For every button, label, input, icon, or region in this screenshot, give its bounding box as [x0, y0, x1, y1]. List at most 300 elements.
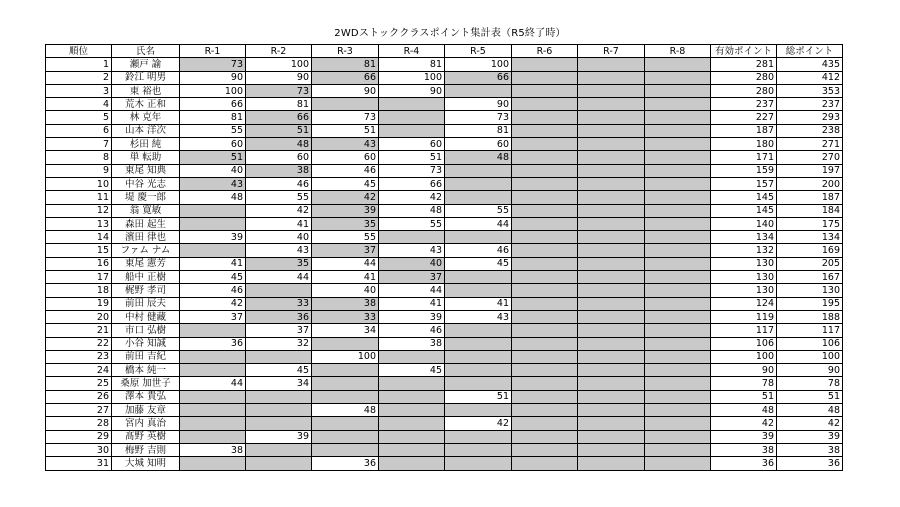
round-1-cell: [180, 204, 246, 217]
round-5-cell: 48: [445, 151, 512, 164]
round-7-cell: [578, 364, 645, 377]
round-4-cell: 40: [379, 257, 445, 270]
round-5-cell: [445, 191, 512, 204]
valid-points-cell: 130: [711, 284, 777, 297]
round-2-cell: 44: [246, 271, 312, 284]
round-2-cell: [246, 443, 312, 456]
round-7-cell: [578, 337, 645, 350]
round-8-cell: [645, 177, 711, 190]
column-header: R-1: [180, 45, 246, 58]
round-5-cell: 51: [445, 390, 512, 403]
total-points-cell: 130: [777, 284, 843, 297]
valid-points-cell: 130: [711, 257, 777, 270]
name-cell: ファム ナム: [112, 244, 180, 257]
round-2-cell: 46: [246, 177, 312, 190]
round-7-cell: [578, 443, 645, 456]
sheet-title: 2WDストッククラスポイント集計表（R5終了時）: [334, 28, 566, 39]
name-cell: 桑原 加世子: [112, 377, 180, 390]
round-8-cell: [645, 204, 711, 217]
round-5-cell: 100: [445, 58, 512, 71]
points-table: [45, 44, 843, 471]
round-1-cell: 46: [180, 284, 246, 297]
valid-points-cell: 42: [711, 417, 777, 430]
name-cell: 濱田 律也: [112, 231, 180, 244]
rank-cell: 14: [46, 231, 112, 244]
round-2-cell: [246, 350, 312, 363]
name-cell: 東尾 憲芳: [112, 257, 180, 270]
rank-cell: 26: [46, 390, 112, 403]
valid-points-cell: 145: [711, 191, 777, 204]
round-8-cell: [645, 364, 711, 377]
round-1-cell: 36: [180, 337, 246, 350]
total-points-cell: 106: [777, 337, 843, 350]
round-3-cell: 43: [312, 138, 379, 151]
round-2-cell: 73: [246, 84, 312, 97]
valid-points-cell: 124: [711, 297, 777, 310]
round-1-cell: 60: [180, 138, 246, 151]
round-8-cell: [645, 98, 711, 111]
round-6-cell: [512, 404, 578, 417]
header-row: [46, 45, 843, 58]
round-8-cell: [645, 151, 711, 164]
round-1-cell: 55: [180, 124, 246, 137]
round-5-cell: 81: [445, 124, 512, 137]
rank-cell: 8: [46, 151, 112, 164]
round-3-cell: 100: [312, 350, 379, 363]
round-7-cell: [578, 324, 645, 337]
round-4-cell: 44: [379, 284, 445, 297]
valid-points-cell: 159: [711, 164, 777, 177]
valid-points-cell: 36: [711, 457, 777, 470]
round-2-cell: 38: [246, 164, 312, 177]
round-4-cell: [379, 350, 445, 363]
round-6-cell: [512, 443, 578, 456]
round-7-cell: [578, 297, 645, 310]
round-7-cell: [578, 98, 645, 111]
round-8-cell: [645, 164, 711, 177]
name-cell: 鈴江 明男: [112, 71, 180, 84]
round-4-cell: [379, 231, 445, 244]
table-row: [46, 404, 843, 417]
rank-cell: 31: [46, 457, 112, 470]
name-cell: 中村 健藏: [112, 310, 180, 323]
round-3-cell: 90: [312, 84, 379, 97]
round-1-cell: [180, 244, 246, 257]
name-cell: 中谷 光志: [112, 177, 180, 190]
round-2-cell: 40: [246, 231, 312, 244]
column-header: R-2: [246, 45, 312, 58]
round-5-cell: 45: [445, 257, 512, 270]
round-5-cell: [445, 457, 512, 470]
round-8-cell: [645, 257, 711, 270]
round-8-cell: [645, 310, 711, 323]
round-8-cell: [645, 84, 711, 97]
total-points-cell: 78: [777, 377, 843, 390]
round-2-cell: 35: [246, 257, 312, 270]
round-3-cell: [312, 337, 379, 350]
round-3-cell: 41: [312, 271, 379, 284]
table-row: [46, 191, 843, 204]
round-1-cell: 42: [180, 297, 246, 310]
round-1-cell: 73: [180, 58, 246, 71]
name-cell: 東尾 知典: [112, 164, 180, 177]
total-points-cell: 238: [777, 124, 843, 137]
table-row: [46, 71, 843, 84]
name-cell: 小谷 知誠: [112, 337, 180, 350]
column-header: 総ポイント: [777, 45, 843, 58]
round-7-cell: [578, 231, 645, 244]
rank-cell: 9: [46, 164, 112, 177]
round-6-cell: [512, 417, 578, 430]
round-3-cell: [312, 390, 379, 403]
rank-cell: 11: [46, 191, 112, 204]
total-points-cell: 175: [777, 217, 843, 230]
round-7-cell: [578, 204, 645, 217]
table-row: [46, 310, 843, 323]
round-5-cell: 44: [445, 217, 512, 230]
total-points-cell: 435: [777, 58, 843, 71]
round-1-cell: 90: [180, 71, 246, 84]
round-7-cell: [578, 71, 645, 84]
round-5-cell: [445, 271, 512, 284]
rank-cell: 19: [46, 297, 112, 310]
round-3-cell: [312, 377, 379, 390]
name-cell: 杉田 純: [112, 138, 180, 151]
round-3-cell: 66: [312, 71, 379, 84]
round-7-cell: [578, 404, 645, 417]
round-8-cell: [645, 71, 711, 84]
round-7-cell: [578, 244, 645, 257]
rank-cell: 25: [46, 377, 112, 390]
round-6-cell: [512, 138, 578, 151]
round-7-cell: [578, 164, 645, 177]
total-points-cell: 205: [777, 257, 843, 270]
round-7-cell: [578, 151, 645, 164]
table-row: [46, 58, 843, 71]
table-row: [46, 417, 843, 430]
round-5-cell: [445, 430, 512, 443]
round-3-cell: 36: [312, 457, 379, 470]
rank-cell: 24: [46, 364, 112, 377]
round-4-cell: [379, 430, 445, 443]
round-2-cell: 90: [246, 71, 312, 84]
round-2-cell: 41: [246, 217, 312, 230]
round-5-cell: 55: [445, 204, 512, 217]
total-points-cell: 293: [777, 111, 843, 124]
total-points-cell: 271: [777, 138, 843, 151]
total-points-cell: 188: [777, 310, 843, 323]
round-3-cell: 51: [312, 124, 379, 137]
round-3-cell: 44: [312, 257, 379, 270]
valid-points-cell: 39: [711, 430, 777, 443]
round-4-cell: 42: [379, 191, 445, 204]
round-6-cell: [512, 350, 578, 363]
rank-cell: 13: [46, 217, 112, 230]
total-points-cell: 100: [777, 350, 843, 363]
rank-cell: 21: [46, 324, 112, 337]
round-5-cell: 42: [445, 417, 512, 430]
round-8-cell: [645, 138, 711, 151]
table-row: [46, 231, 843, 244]
round-1-cell: [180, 364, 246, 377]
rank-cell: 4: [46, 98, 112, 111]
round-3-cell: 42: [312, 191, 379, 204]
round-3-cell: [312, 364, 379, 377]
round-2-cell: 34: [246, 377, 312, 390]
round-4-cell: 39: [379, 310, 445, 323]
round-6-cell: [512, 297, 578, 310]
round-4-cell: 45: [379, 364, 445, 377]
table-row: [46, 430, 843, 443]
round-7-cell: [578, 138, 645, 151]
total-points-cell: 38: [777, 443, 843, 456]
round-7-cell: [578, 58, 645, 71]
valid-points-cell: 106: [711, 337, 777, 350]
round-1-cell: 51: [180, 151, 246, 164]
rank-cell: 15: [46, 244, 112, 257]
round-1-cell: [180, 324, 246, 337]
round-4-cell: 66: [379, 177, 445, 190]
round-3-cell: 33: [312, 310, 379, 323]
round-3-cell: 48: [312, 404, 379, 417]
round-6-cell: [512, 257, 578, 270]
total-points-cell: 200: [777, 177, 843, 190]
round-8-cell: [645, 217, 711, 230]
valid-points-cell: 280: [711, 71, 777, 84]
round-4-cell: 60: [379, 138, 445, 151]
total-points-cell: 48: [777, 404, 843, 417]
round-4-cell: 100: [379, 71, 445, 84]
valid-points-cell: 281: [711, 58, 777, 71]
round-1-cell: 45: [180, 271, 246, 284]
round-6-cell: [512, 377, 578, 390]
round-5-cell: 46: [445, 244, 512, 257]
round-2-cell: 51: [246, 124, 312, 137]
round-6-cell: [512, 457, 578, 470]
round-7-cell: [578, 430, 645, 443]
name-cell: 宮内 真治: [112, 417, 180, 430]
table-row: [46, 284, 843, 297]
round-5-cell: [445, 337, 512, 350]
round-3-cell: 40: [312, 284, 379, 297]
column-header: R-3: [312, 45, 379, 58]
round-2-cell: [246, 404, 312, 417]
round-4-cell: [379, 124, 445, 137]
rank-cell: 5: [46, 111, 112, 124]
total-points-cell: 197: [777, 164, 843, 177]
valid-points-cell: 171: [711, 151, 777, 164]
table-row: [46, 217, 843, 230]
round-2-cell: 45: [246, 364, 312, 377]
rank-cell: 17: [46, 271, 112, 284]
round-8-cell: [645, 297, 711, 310]
rank-cell: 10: [46, 177, 112, 190]
round-6-cell: [512, 324, 578, 337]
round-5-cell: [445, 324, 512, 337]
round-6-cell: [512, 231, 578, 244]
round-4-cell: [379, 443, 445, 456]
round-7-cell: [578, 177, 645, 190]
round-6-cell: [512, 111, 578, 124]
table-row: [46, 204, 843, 217]
round-4-cell: 55: [379, 217, 445, 230]
name-cell: 翁 寛敏: [112, 204, 180, 217]
total-points-cell: 270: [777, 151, 843, 164]
round-2-cell: 55: [246, 191, 312, 204]
round-4-cell: 90: [379, 84, 445, 97]
total-points-cell: 90: [777, 364, 843, 377]
rank-cell: 1: [46, 58, 112, 71]
round-5-cell: [445, 284, 512, 297]
name-cell: 加藤 友章: [112, 404, 180, 417]
rank-cell: 12: [46, 204, 112, 217]
total-points-cell: 39: [777, 430, 843, 443]
total-points-cell: 353: [777, 84, 843, 97]
round-5-cell: [445, 177, 512, 190]
round-8-cell: [645, 58, 711, 71]
rank-cell: 20: [46, 310, 112, 323]
rank-cell: 23: [46, 350, 112, 363]
round-2-cell: 36: [246, 310, 312, 323]
name-cell: 森田 起生: [112, 217, 180, 230]
valid-points-cell: 157: [711, 177, 777, 190]
round-8-cell: [645, 271, 711, 284]
column-header: 有効ポイント: [711, 45, 777, 58]
round-7-cell: [578, 310, 645, 323]
total-points-cell: 117: [777, 324, 843, 337]
round-1-cell: [180, 430, 246, 443]
name-cell: 大城 知明: [112, 457, 180, 470]
valid-points-cell: 38: [711, 443, 777, 456]
table-row: [46, 377, 843, 390]
round-5-cell: [445, 350, 512, 363]
round-1-cell: 66: [180, 98, 246, 111]
round-8-cell: [645, 191, 711, 204]
valid-points-cell: 132: [711, 244, 777, 257]
total-points-cell: 184: [777, 204, 843, 217]
round-1-cell: 37: [180, 310, 246, 323]
column-header: R-6: [512, 45, 578, 58]
name-cell: 前田 吉紀: [112, 350, 180, 363]
round-4-cell: [379, 377, 445, 390]
round-1-cell: 39: [180, 231, 246, 244]
total-points-cell: 42: [777, 417, 843, 430]
round-7-cell: [578, 417, 645, 430]
round-4-cell: [379, 417, 445, 430]
round-6-cell: [512, 430, 578, 443]
name-cell: 東 裕也: [112, 84, 180, 97]
total-points-cell: 36: [777, 457, 843, 470]
table-row: [46, 84, 843, 97]
round-7-cell: [578, 284, 645, 297]
rank-cell: 6: [46, 124, 112, 137]
round-8-cell: [645, 390, 711, 403]
rank-cell: 28: [46, 417, 112, 430]
round-3-cell: [312, 417, 379, 430]
table-row: [46, 271, 843, 284]
rank-cell: 29: [46, 430, 112, 443]
round-8-cell: [645, 377, 711, 390]
round-2-cell: [246, 390, 312, 403]
total-points-cell: 195: [777, 297, 843, 310]
round-1-cell: 40: [180, 164, 246, 177]
round-2-cell: 48: [246, 138, 312, 151]
round-4-cell: 46: [379, 324, 445, 337]
round-7-cell: [578, 377, 645, 390]
column-header: 氏名: [112, 45, 180, 58]
valid-points-cell: 48: [711, 404, 777, 417]
table-row: [46, 177, 843, 190]
round-1-cell: 81: [180, 111, 246, 124]
round-6-cell: [512, 310, 578, 323]
round-6-cell: [512, 284, 578, 297]
rank-cell: 27: [46, 404, 112, 417]
table-row: [46, 124, 843, 137]
column-header: 順位: [46, 45, 112, 58]
round-8-cell: [645, 443, 711, 456]
table-row: [46, 151, 843, 164]
column-header: R-5: [445, 45, 512, 58]
valid-points-cell: 237: [711, 98, 777, 111]
name-cell: 市口 弘樹: [112, 324, 180, 337]
round-2-cell: [246, 417, 312, 430]
round-1-cell: 43: [180, 177, 246, 190]
round-1-cell: 48: [180, 191, 246, 204]
table-body: [46, 58, 843, 470]
valid-points-cell: 117: [711, 324, 777, 337]
round-5-cell: [445, 377, 512, 390]
name-cell: 梅野 吉則: [112, 443, 180, 456]
rank-cell: 7: [46, 138, 112, 151]
name-cell: 船中 正樹: [112, 271, 180, 284]
round-3-cell: 38: [312, 297, 379, 310]
name-cell: 瀬戸 諭: [112, 58, 180, 71]
round-3-cell: 39: [312, 204, 379, 217]
round-5-cell: 90: [445, 98, 512, 111]
rank-cell: 30: [46, 443, 112, 456]
rank-cell: 18: [46, 284, 112, 297]
valid-points-cell: 90: [711, 364, 777, 377]
round-2-cell: 37: [246, 324, 312, 337]
table-row: [46, 244, 843, 257]
round-2-cell: 43: [246, 244, 312, 257]
total-points-cell: 51: [777, 390, 843, 403]
total-points-cell: 167: [777, 271, 843, 284]
round-4-cell: 43: [379, 244, 445, 257]
round-2-cell: [246, 457, 312, 470]
round-6-cell: [512, 177, 578, 190]
round-2-cell: 39: [246, 430, 312, 443]
round-5-cell: 66: [445, 71, 512, 84]
table-row: [46, 324, 843, 337]
round-1-cell: [180, 350, 246, 363]
round-3-cell: 73: [312, 111, 379, 124]
round-2-cell: 81: [246, 98, 312, 111]
valid-points-cell: 145: [711, 204, 777, 217]
total-points-cell: 187: [777, 191, 843, 204]
round-4-cell: [379, 390, 445, 403]
round-8-cell: [645, 404, 711, 417]
column-header: R-4: [379, 45, 445, 58]
round-6-cell: [512, 84, 578, 97]
valid-points-cell: 140: [711, 217, 777, 230]
column-header: R-8: [645, 45, 711, 58]
round-5-cell: 60: [445, 138, 512, 151]
round-7-cell: [578, 257, 645, 270]
round-3-cell: 81: [312, 58, 379, 71]
rank-cell: 2: [46, 71, 112, 84]
total-points-cell: 169: [777, 244, 843, 257]
